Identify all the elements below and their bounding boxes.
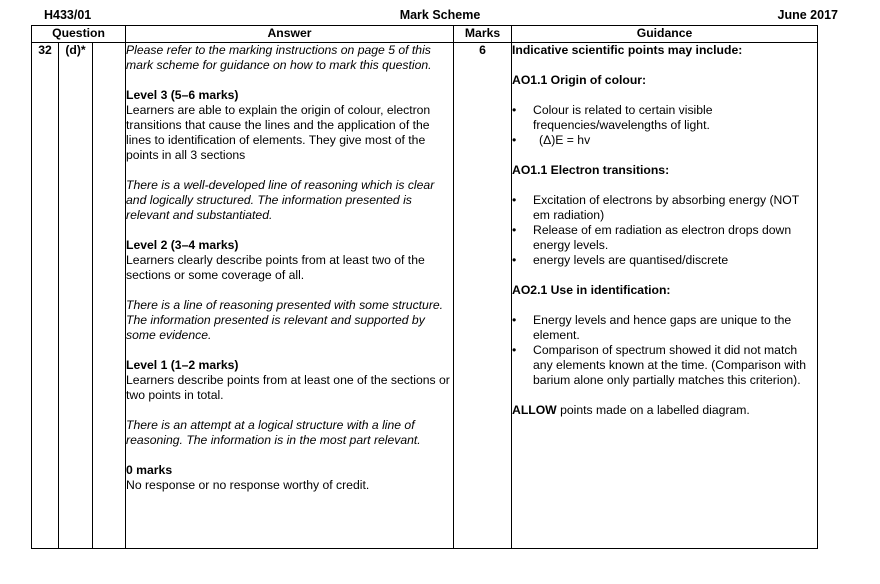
- answer-cell: [126, 43, 454, 549]
- marks-cell: 6: [454, 43, 512, 549]
- level1-reasoning: There is an attempt at a logical structure with a line of reasoning. The information is in the most part relevant.: [126, 418, 421, 447]
- level3-title: Level 3 (5–6 marks): [126, 88, 239, 102]
- level1-text: Learners describe points from at least one of the sections or two points in total.: [126, 373, 450, 402]
- answer-header: Answer: [126, 26, 454, 43]
- guidance-section-2-list: [512, 193, 817, 268]
- level0-title: 0 marks: [126, 463, 173, 477]
- level0-text: No response or no response worthy of credit.: [126, 478, 370, 492]
- allow-text: points made on a labelled diagram.: [556, 403, 750, 417]
- level3-text: Learners are able to explain the origin of colour, electron transitions that cause the lines and the application of the lines to identification of elements. They give most of the points in all 3 sections: [126, 103, 431, 162]
- document-code: H433/01: [44, 8, 92, 22]
- guidance-intro: Indicative scientific points may include:: [512, 43, 743, 57]
- list-item: • Excitation of electrons by absorbing energy (NOT em radiation): [512, 193, 817, 223]
- allow-keyword: ALLOW: [512, 403, 557, 417]
- guidance-section-1-title: AO1.1 Origin of colour:: [512, 73, 647, 87]
- table-header-row: [32, 26, 818, 43]
- list-item: • Release of em radiation as electron drops down energy levels.: [512, 223, 817, 253]
- list-item: • Colour is related to certain visible frequencies/wavelengths of light.: [512, 103, 817, 133]
- guidance-header: Guidance: [512, 26, 818, 43]
- list-item: • (Δ)E = hv: [512, 133, 817, 148]
- level2-title: Level 2 (3–4 marks): [126, 238, 239, 252]
- list-item: • Energy levels and hence gaps are unique to the element.: [512, 313, 817, 343]
- level3-reasoning: There is a well-developed line of reasoning which is clear and logically structured. The information presented is relevant and substantiated.: [126, 178, 435, 222]
- guidance-section-1-list: [512, 103, 817, 148]
- level2-reasoning: There is a line of reasoning presented with some structure. The information presented is relevant and supported by some evidence.: [126, 298, 444, 342]
- question-number: 32: [32, 43, 59, 549]
- question-part: (d)*: [59, 43, 93, 549]
- question-header: Question: [32, 26, 126, 43]
- guidance-allow-note: [512, 403, 817, 418]
- question-subpart: [93, 43, 126, 549]
- level2-text: Learners clearly describe points from at least two of the sections or some coverage of all.: [126, 253, 425, 282]
- guidance-section-3-title: AO2.1 Use in identification:: [512, 283, 671, 297]
- document-title: Mark Scheme: [399, 8, 481, 22]
- guidance-cell: [512, 43, 818, 549]
- level1-title: Level 1 (1–2 marks): [126, 358, 239, 372]
- guidance-section-3-list: [512, 313, 817, 388]
- mark-scheme-table: [31, 25, 818, 549]
- table-row: [32, 43, 818, 549]
- document-date: June 2017: [777, 8, 838, 22]
- list-item: • Comparison of spectrum showed it did not match any elements known at the time. (Comparison with barium alone only partially matches this criterion).: [512, 343, 817, 388]
- answer-intro: Please refer to the marking instructions on page 5 of this mark scheme for guidance on how to mark this question.: [126, 43, 432, 72]
- guidance-section-2-title: AO1.1 Electron transitions:: [512, 163, 670, 177]
- marks-header: Marks: [454, 26, 512, 43]
- list-item: • energy levels are quantised/discrete: [512, 253, 817, 268]
